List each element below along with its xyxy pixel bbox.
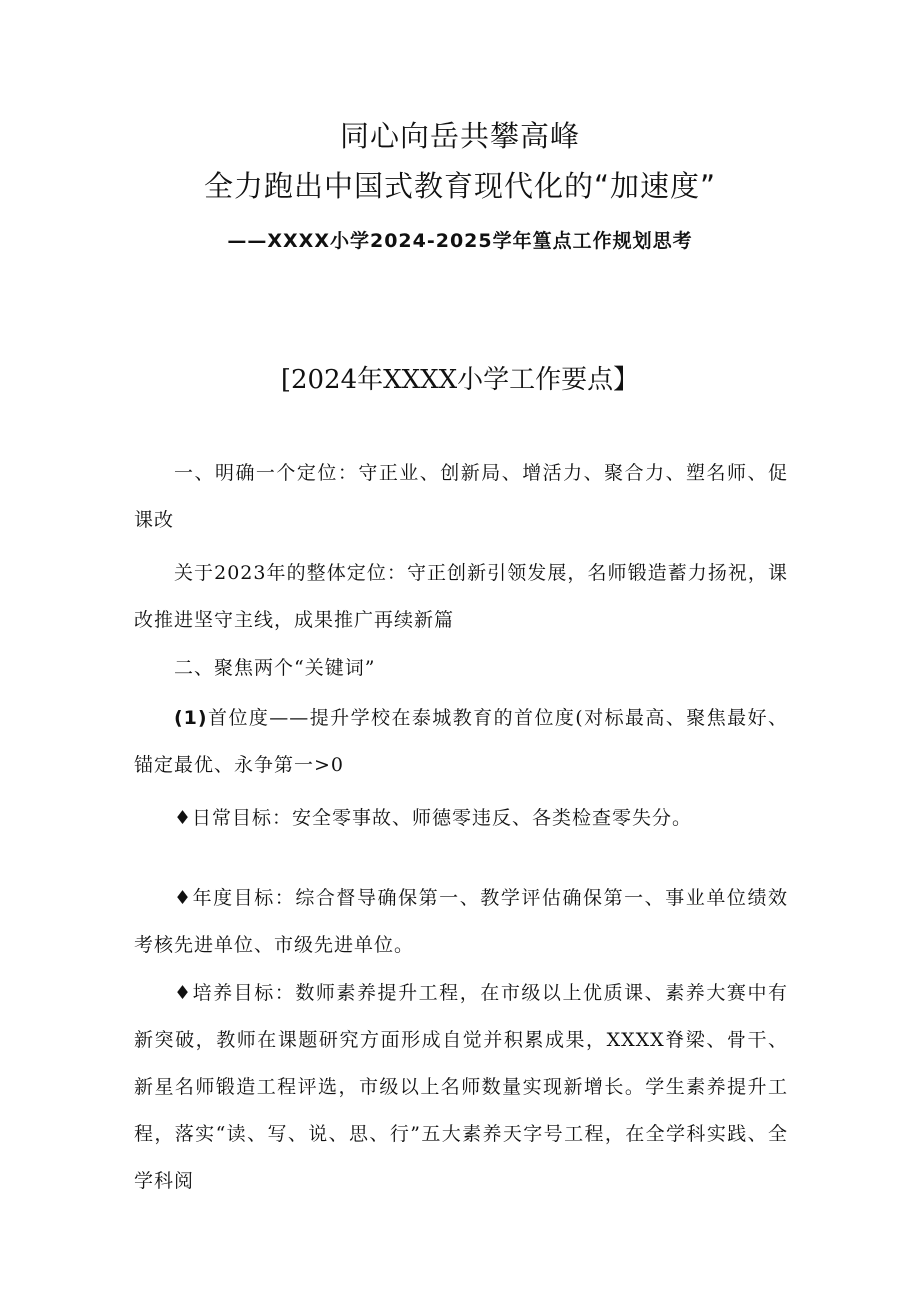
paragraph-overall-positioning: 关于2023年的整体定位：守正创新引领发展，名师锻造蓄力扬祝，课改推进坚守主线，成果推广再续新篇 (134, 562, 788, 631)
section-heading: [2024年XXXX小学工作要点】 (280, 365, 640, 395)
paragraph-annual-goal: ♦年度目标：综合督导确保第一、教学评估确保第一、事业单位绩效考核先进单位、市级先进单位。 (134, 887, 788, 956)
document-title-line-1: 同心向岳共攀高峰 (339, 119, 580, 153)
paragraph-primacy-text: 首位度——提升学校在泰城教育的首位度(对标最高、聚焦最好、锚定最优、永争第一>0 (134, 707, 788, 776)
paragraph-positioning: 一、明确一个定位：守正业、创新局、增活力、聚合力、塑名师、促课改 (134, 462, 788, 531)
document-subtitle: ——XXXX小学2024-2025学年篁点工作规划思考 (227, 230, 693, 252)
paragraph-keywords-heading: 二、聚焦两个“关键词” (174, 657, 376, 679)
paragraph-daily-goal: ♦日常目标：安全零事故、师德零违反、各类检查零失分。 (174, 807, 693, 829)
list-number: (1) (174, 707, 208, 729)
document-title-line-2: 全力跑出中国式教育现代化的“加速度” (203, 169, 717, 203)
paragraph-primacy (134, 695, 788, 789)
paragraph-training-goal: ♦培养目标：数师素养提升工程，在市级以上优质课、素养大赛中有新突破，教师在课题研究方面形成自觉并积累成果，XXXX脊梁、骨干、新星名师锻造工程评选，市级以上名师数量实现新增长。学生素养提升工程，落实“读、写、说、思、行”五大素养天字号工程，在全学科实践、全学科阅 (134, 982, 788, 1192)
